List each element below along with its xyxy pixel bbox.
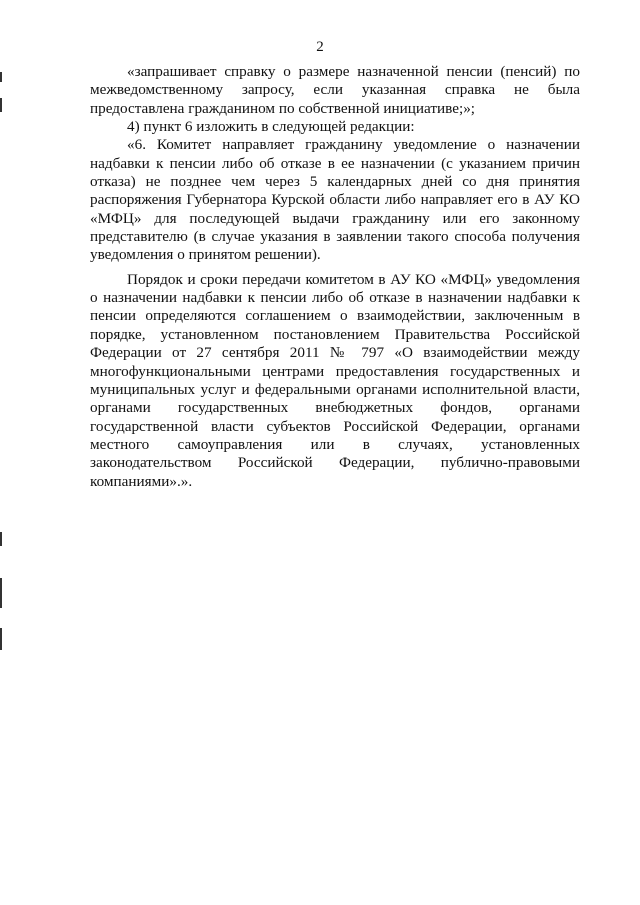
paragraph-clause-6: «6. Комитет направляет гражданину уведомление о назначении надбавки к пенсии либо об отказе в ее назначении (с указанием причин отказа) не позднее чем через 5 календарных дней со дня принятия распоряжения Губернатора Курской области либо направляет его в АУ КО «МФЦ» для последующей выдачи гражданину или его законному представителю (в случае указания в заявлении такого способа получения уведомления о принятом решении). (90, 136, 580, 264)
paragraph-procedure: Порядок и сроки передачи комитетом в АУ КО «МФЦ» уведомления о назначении надбавки к пенсии либо об отказе в назначении надбавки к пенсии определяются соглашением о взаимодействии, заключенным в порядке, установленном постановлением Правительства Российской Федерации от 27 сентября 2011 № 797 «О взаимодействии между многофункциональными центрами предоставления государственных и муниципальных услуг и федеральными органами исполнительной власти, органами государственных внебюджетных фондов, органами государственной власти субъектов Российской Федерации, органами местного самоуправления или в случаях, установленных законодательством Российской Федерации, публично-правовыми компаниями».». (90, 270, 580, 490)
page-number: 2 (316, 39, 324, 55)
scan-margin-mark (0, 72, 2, 82)
scan-margin-mark (0, 98, 2, 112)
paragraph-quote-continuation: «запрашивает справку о размере назначенной пенсии (пенсий) по межведомственному запросу, если указанная справка не была предоставлена гражданином по собственной инициативе;»; (90, 63, 580, 117)
scan-margin-mark (0, 532, 2, 546)
scan-margin-mark (0, 578, 2, 608)
paragraph-item-4: 4) пункт 6 изложить в следующей редакции: (127, 118, 415, 136)
scan-margin-mark (0, 628, 2, 650)
document-body (90, 63, 580, 491)
